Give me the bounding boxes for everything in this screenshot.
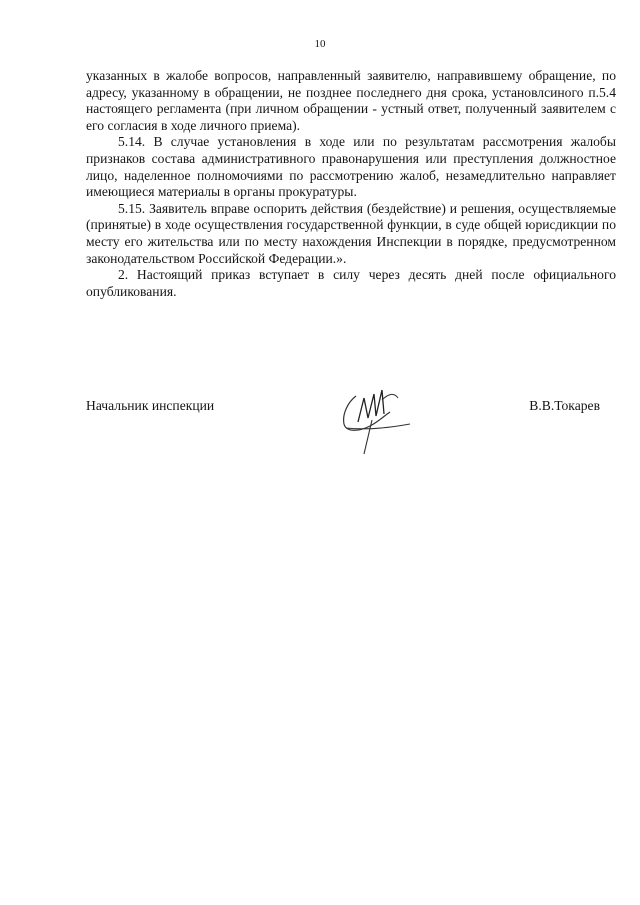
paragraph-continuation: указанных в жалобе вопросов, направленный заявителю, направившему обращение, по адресу, указанному в обращении, не позднее последнего дня срока, установлсиного п.5.4 настоящего регламента (при личном обращении - устный ответ, полученный заявителем с его согласия в ходе личного приема). [86, 68, 616, 133]
handwritten-signature-icon [318, 376, 428, 456]
signatory-title: Начальник инспекции [86, 398, 215, 413]
page-number: 10 [314, 38, 326, 50]
paragraph-5-15: 5.15. Заявитель вправе оспорить действия (бездействие) и решения, осуществляемые (принятые) в ходе осуществления государственной функции, в суде общей юрисдикции по месту его жительства или по месту нахождения Инспекции в порядке, предусмотренном законодательством Российской Федерации.». [86, 200, 616, 266]
paragraph-5-14: 5.14. В случае установления в ходе или по результатам рассмотрения жалобы признаков состава административного правонарушения или преступления должностное лицо, наделенное полномочиями по рассмотрению жалоб, незамедлительно направляет имеющиеся материалы в органы прокуратуры. [86, 134, 616, 200]
signatory-name: В.В.Токарев [529, 398, 600, 413]
document-body [86, 68, 616, 300]
signature-block [86, 398, 616, 478]
paragraph-order-effective: 2. Настоящий приказ вступает в силу через десять дней после официального опубликования. [86, 267, 616, 299]
